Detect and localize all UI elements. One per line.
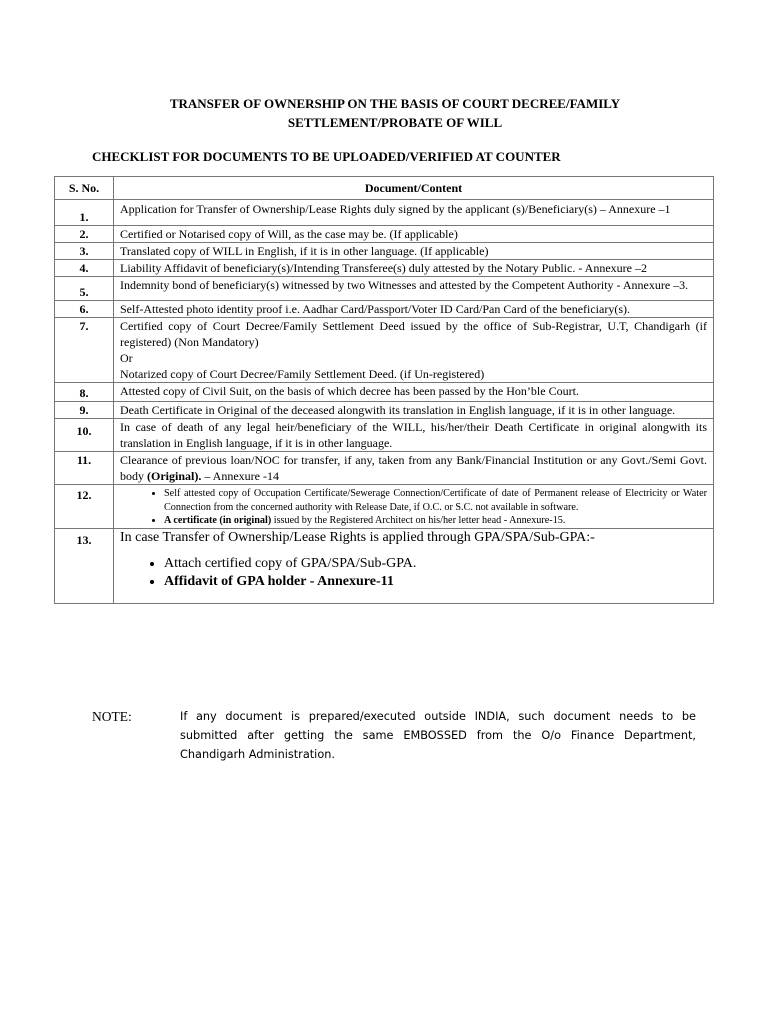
table-row [55, 226, 714, 243]
row-content [114, 452, 714, 485]
gpa-intro-text: In case Transfer of Ownership/Lease Rights is applied through GPA/SPA/Sub-GPA:- [120, 529, 595, 545]
row-number: 8. [55, 383, 114, 402]
row-content-text: – Annexure -14 [201, 469, 279, 483]
row-number: 13. [55, 528, 114, 603]
row-content: In case of death of any legal heir/beneficiary of the WILL, his/her/their Death Certificate in original alongwith its translation in English language, if it is in other language. [114, 419, 714, 452]
document-title: TRANSFER OF OWNERSHIP ON THE BASIS OF COURT DECREE/FAMILY SETTLEMENT/PROBATE OF WILL [169, 96, 621, 130]
row-content: Application for Transfer of Ownership/Lease Rights duly signed by the applicant (s)/Beneficiary(s) – Annexure –1 [114, 200, 714, 226]
list-item-bold: A certificate (in original) [164, 515, 272, 526]
table-row [55, 260, 714, 277]
list-item-bold: Affidavit of GPA holder - Annexure-11 [164, 573, 394, 589]
list-item-text: issued by the Registered Architect on his/her letter head - Annexure-15. [271, 515, 566, 526]
note-text: If any document is prepared/executed outside INDIA, such document needs to be submitted after getting the same EMBOSSED from the O/o Finance Department, Chandigarh Administration. [180, 710, 696, 761]
row-content [114, 485, 714, 529]
table-row [55, 383, 714, 402]
table-header-row [55, 177, 714, 200]
row-content: Death Certificate in Original of the deceased alongwith its translation in English language, if it is in other language. [114, 402, 714, 419]
row-content: Attested copy of Civil Suit, on the basis of which decree has been passed by the Hon’ble Court. [114, 383, 714, 402]
row-number: 6. [55, 301, 114, 318]
list-item [164, 514, 707, 528]
sno-column-header: S. No. [55, 177, 114, 200]
table-row [55, 318, 714, 383]
list-item: • Self attested copy of Occupation Certificate/Sewerage Connection/Certificate of date of Permanent release of Electricity or Water Connection from the concerned authority with Release Date, if O.C. or S.C. not available in software. [164, 487, 707, 514]
row-content-line: Certified copy of Court Decree/Family Settlement Deed issued by the office of Sub-Registrar, U.T, Chandigarh (if registered) (Non Mandatory) [120, 319, 707, 349]
table-row [55, 402, 714, 419]
row-number: 12. [55, 485, 114, 529]
table-row [55, 200, 714, 226]
row-number: 3. [55, 243, 114, 260]
row-content: Liability Affidavit of beneficiary(s)/Intending Transferee(s) duly attested by the Notary Public. - Annexure –2 [114, 260, 714, 277]
row-number: 10. [55, 419, 114, 452]
table-row [55, 301, 714, 318]
table-row [55, 277, 714, 301]
row-content: Indemnity bond of beneficiary(s) witnessed by two Witnesses and attested by the Competent Authority - Annexure –3. [114, 277, 714, 301]
row-number: 7. [55, 318, 114, 383]
row-number: 11. [55, 452, 114, 485]
checklist-heading: CHECKLIST FOR DOCUMENTS TO BE UPLOADED/VERIFIED AT COUNTER [92, 149, 561, 164]
row-content-or: Or [120, 351, 133, 365]
table-row [55, 452, 714, 485]
row-number: 2. [55, 226, 114, 243]
row-content [114, 318, 714, 383]
table-row [55, 528, 714, 603]
row-content: Certified or Notarised copy of Will, as the case may be. (If applicable) [114, 226, 714, 243]
row-number: 9. [55, 402, 114, 419]
row-number: 5. [55, 277, 114, 301]
document-column-header: Document/Content [114, 177, 714, 200]
list-item [164, 573, 707, 591]
row-number: 1. [55, 200, 114, 226]
row-content [114, 528, 714, 603]
row-content-bold: (Original). [147, 469, 202, 483]
row-content: Self-Attested photo identity proof i.e. Aadhar Card/Passport/Voter ID Card/Pan Card of the beneficiary(s). [114, 301, 714, 318]
table-row [55, 243, 714, 260]
note-label: NOTE: [92, 709, 132, 724]
row-content: Translated copy of WILL in English, if it is in other language. (If applicable) [114, 243, 714, 260]
bullet-list [120, 555, 707, 591]
row-number: 4. [55, 260, 114, 277]
row-content-text: Clearance of previous loan/NOC for transfer, if any, taken from any Bank/Financial Institution or any Govt./Semi Govt. body [120, 453, 707, 483]
list-item: • Attach certified copy of GPA/SPA/Sub-GPA. [164, 555, 707, 573]
table-row [55, 485, 714, 529]
checklist-table [54, 176, 714, 604]
bullet-list [120, 487, 707, 528]
row-content-line: Notarized copy of Court Decree/Family Settlement Deed. (if Un-registered) [120, 367, 485, 381]
table-row [55, 419, 714, 452]
